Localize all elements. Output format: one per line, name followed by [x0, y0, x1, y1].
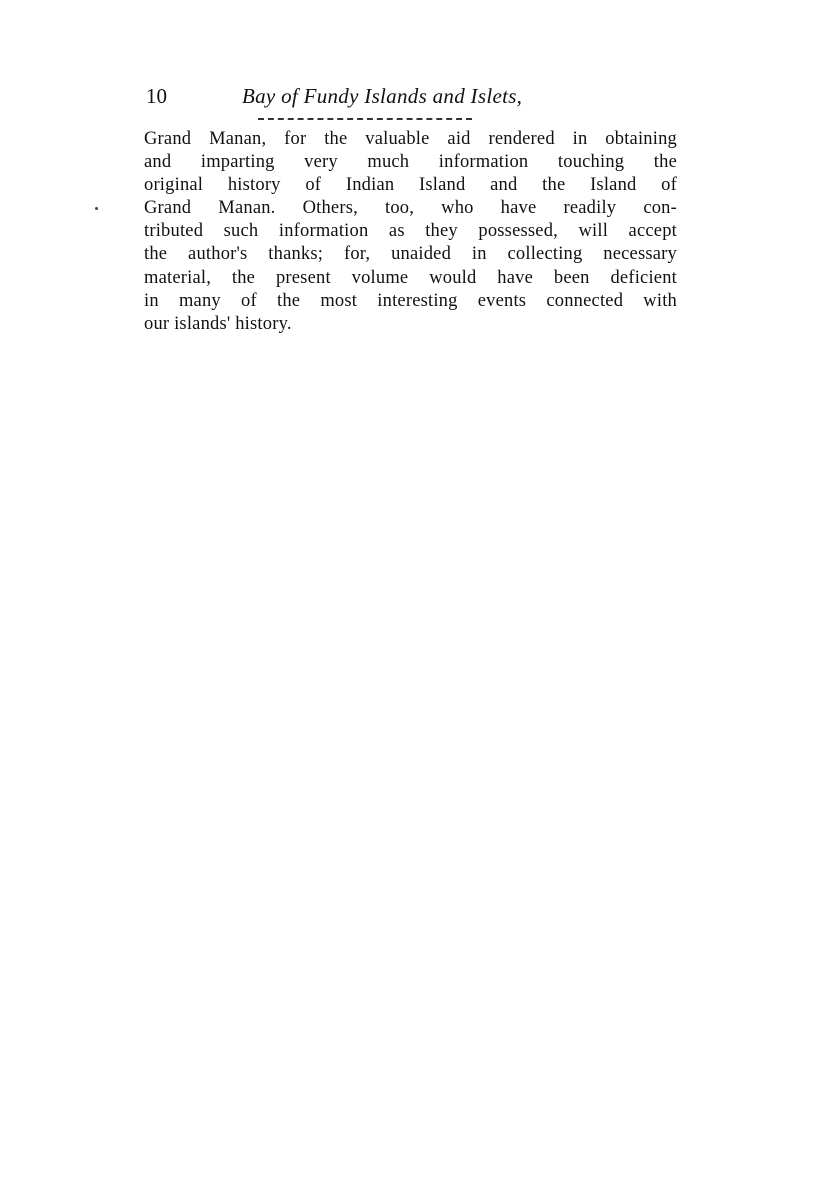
body-paragraph [144, 128, 677, 336]
text-line: the author's thanks; for, unaided in collecting necessary [144, 244, 677, 265]
page-header [146, 83, 682, 113]
text-line: tributed such information as they possessed, will accept [144, 221, 677, 242]
page-number: 10 [146, 84, 167, 108]
header-rule [258, 118, 472, 120]
text-line: original history of Indian Island and the Island of [144, 175, 677, 196]
text-line: our islands' history. [144, 313, 292, 334]
margin-speck [95, 207, 98, 210]
text-line: Grand Manan. Others, too, who have readily con- [144, 198, 677, 219]
text-line: Grand Manan, for the valuable aid rendered in obtaining [144, 129, 677, 149]
running-title: Bay of Fundy Islands and Islets, [242, 84, 523, 108]
text-line: material, the present volume would have been deficient [144, 267, 677, 288]
text-line: and imparting very much information touching the [144, 152, 677, 173]
text-line: in many of the most interesting events connected with [144, 290, 677, 311]
